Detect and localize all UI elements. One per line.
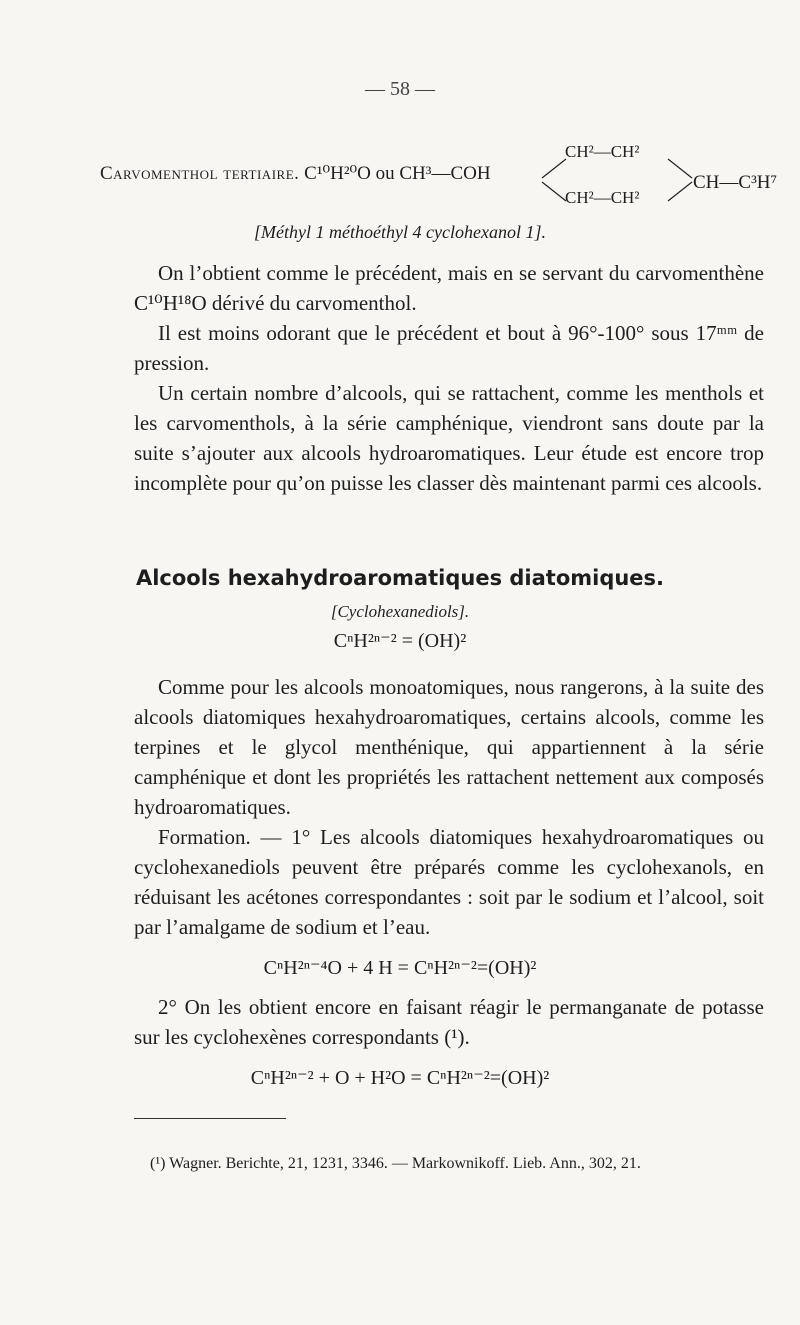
paragraph-block-1 (134, 258, 764, 498)
ring-bottom-group: CH²—CH² (565, 188, 640, 207)
bond-lower-right (668, 182, 692, 201)
paragraph: Un certain nombre d’alcools, qui se rattachent, comme les menthols et les carvomenthols, à la série camphénique, viendront sans doute par la suite s’ajouter aux alcools hydroaromatiques. Leur étude est encore trop incomplète pour qu’on puisse les classer dès maintenant parmi ces alcools. (134, 381, 764, 495)
bond-upper-left (542, 159, 566, 178)
footnote: (¹) Wagner. Berichte, 21, 1231, 3346. — Markownikoff. Lieb. Ann., 302, 21. (150, 1155, 641, 1172)
compound-name: Carvomenthol tertiaire. (100, 163, 300, 184)
ring-right-group: CH—C³H⁷ (693, 172, 778, 193)
paragraph: Formation. — 1° Les alcools diatomiques hexahydroaromatiques ou cyclohexanediols peuvent être préparés comme les cyclohexanols, en réduisant les acétones correspondantes : soit par le sodium et l’alcool, soit par l’amalgame de sodium et l’eau. (134, 825, 764, 939)
paragraph-block-2 (134, 672, 764, 942)
systematic-name: [Méthyl 1 méthoéthyl 4 cyclohexanol 1]. (254, 222, 546, 242)
equation-1: CⁿH²ⁿ⁻⁴O + 4 H = CⁿH²ⁿ⁻²=(OH)² (263, 957, 537, 979)
bond-upper-right (668, 159, 692, 178)
bond-lower-left (542, 182, 566, 201)
paragraph: On l’obtient comme le précédent, mais en se servant du carvomenthène C¹⁰H¹⁸O dérivé du carvomenthol. (134, 261, 764, 315)
ring-top-group: CH²—CH² (565, 142, 640, 161)
equation-2: CⁿH²ⁿ⁻² + O + H²O = CⁿH²ⁿ⁻²=(OH)² (250, 1067, 550, 1089)
page-number: — 58 — (365, 78, 435, 100)
paragraph-block-3 (134, 992, 764, 1052)
paragraph: Comme pour les alcools monoatomiques, nous rangerons, à la suite des alcools diatomiques hexahydroaromatiques, certains alcools, comme les terpines et le glycol menthénique, qui appartiennent à la série camphénique et dont les propriétés les rattachent nettement aux composés hydroaromatiques. (134, 675, 764, 819)
section-subheading: [Cyclohexanediols]. (330, 602, 470, 621)
paragraph: 2° On les obtient encore en faisant réagir le permanganate de potasse sur les cyclohexènes correspondants (¹). (134, 995, 764, 1049)
general-formula: CⁿH²ⁿ⁻² = (OH)² (333, 630, 467, 652)
footnote-divider (134, 1118, 286, 1119)
paragraph: Il est moins odorant que le précédent et bout à 96°-100° sous 17ᵐᵐ de pression. (134, 321, 764, 375)
compound-formula-left: C¹⁰H²⁰O ou CH³—COH (304, 163, 491, 184)
section-heading: Alcools hexahydroaromatiques diatomiques. (135, 566, 665, 590)
ring-bonds (0, 0, 800, 230)
